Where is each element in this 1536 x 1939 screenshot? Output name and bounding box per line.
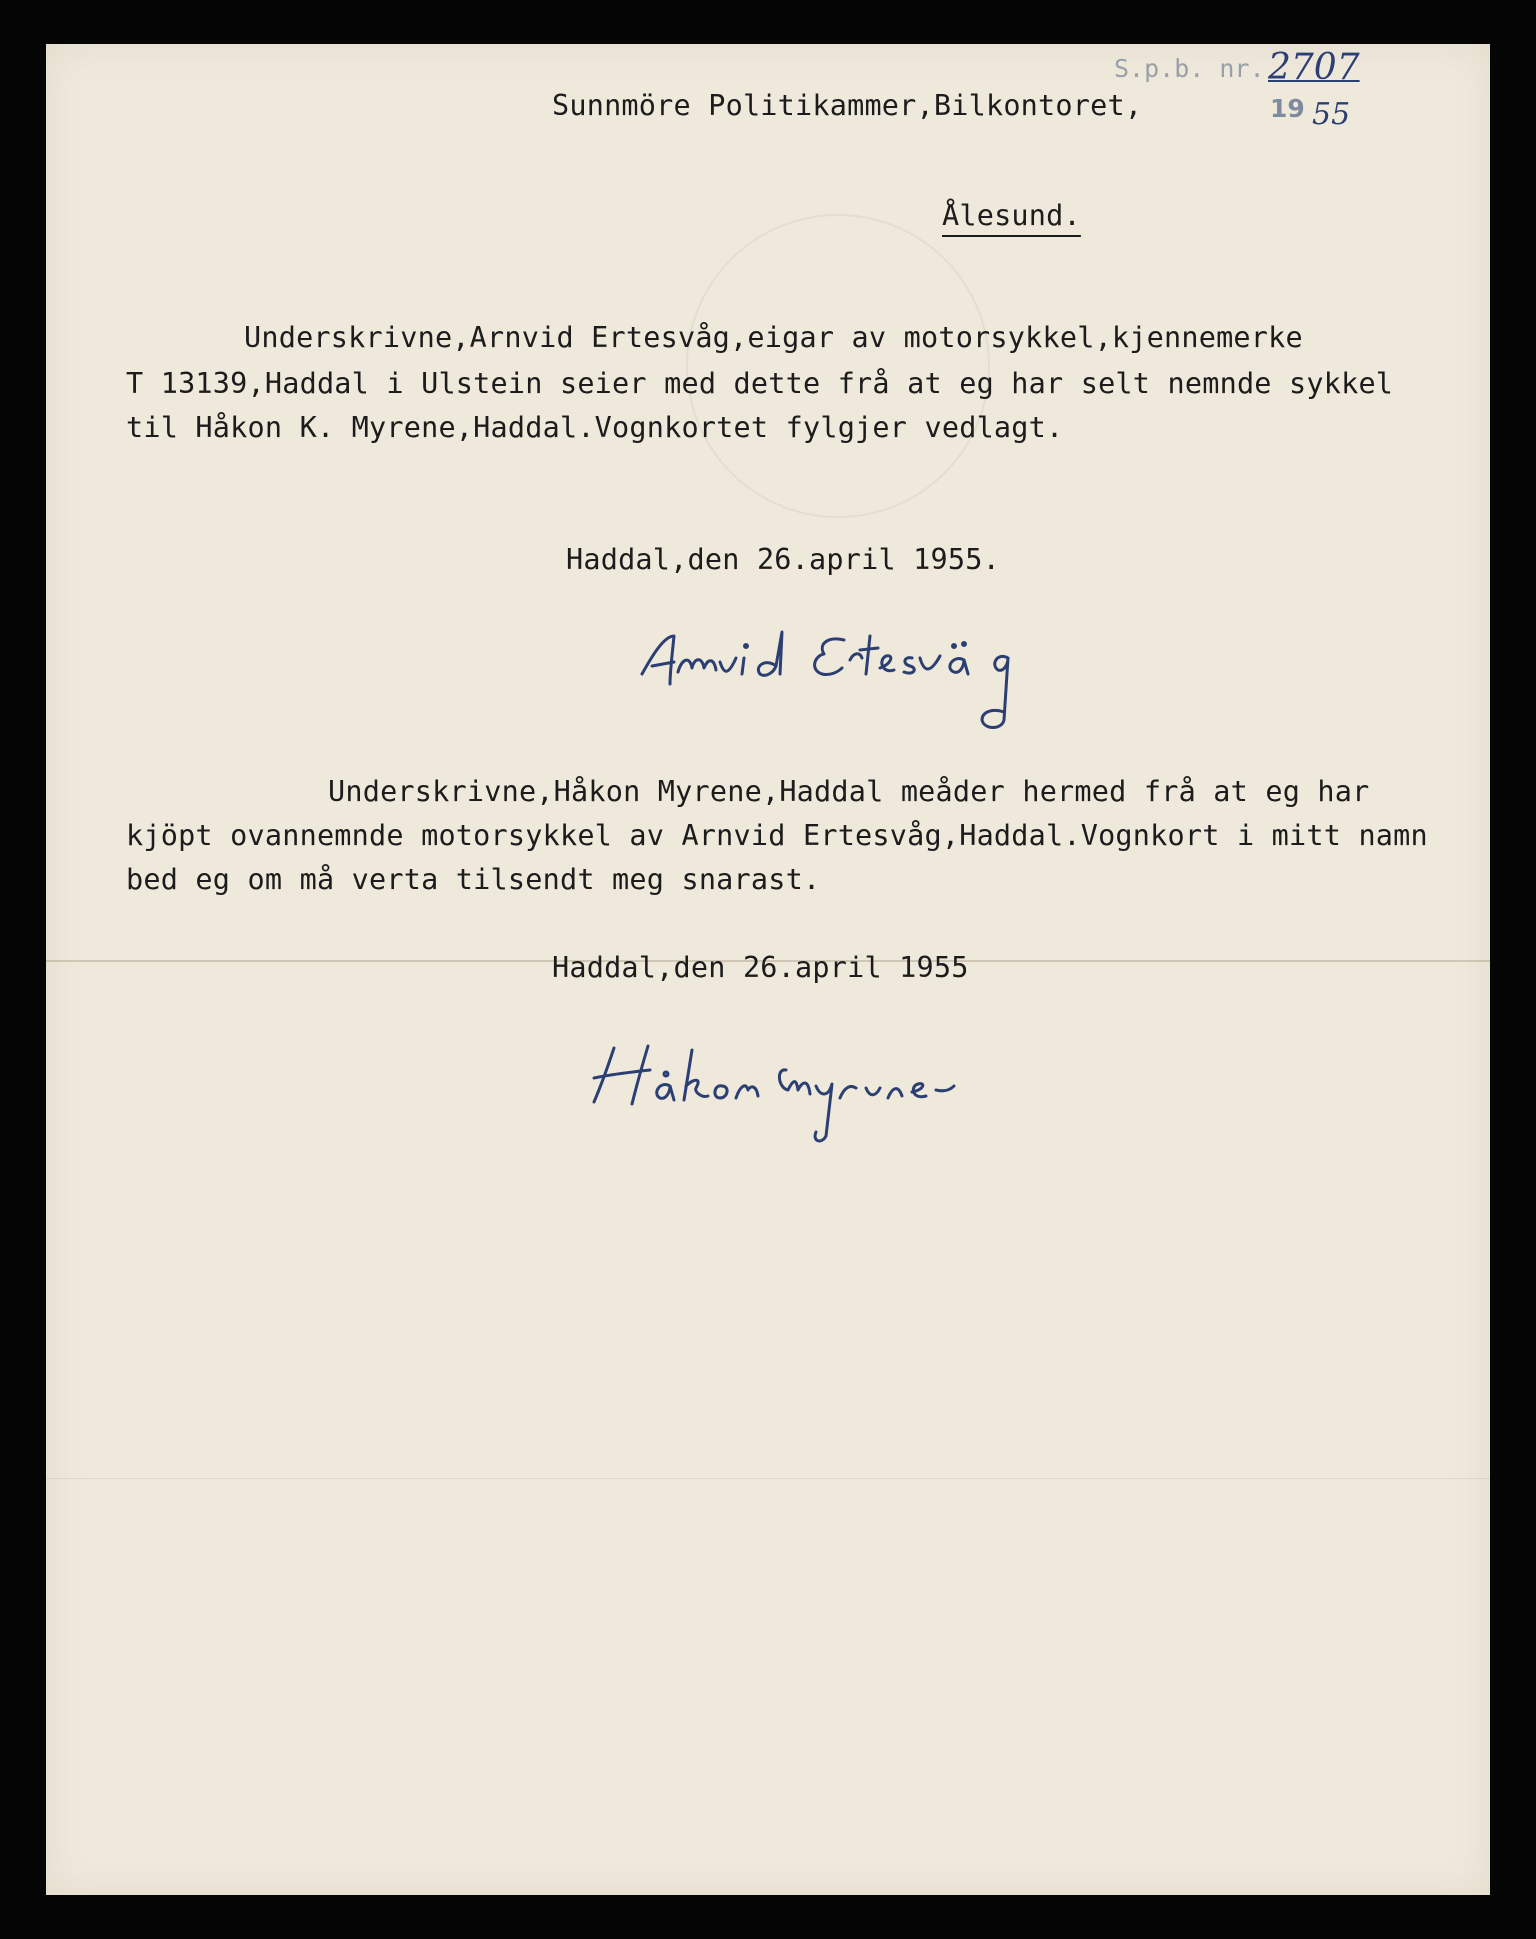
- faint-seal-watermark: [686, 214, 990, 518]
- buyer-statement-line-2: kjöpt ovannemnde motorsykkel av Arnvid Ertesvåg,Haddal.Vognkort i mitt namn: [126, 819, 1428, 852]
- seller-statement-line-2: T 13139,Haddal i Ulstein seier med dette frå at eg har selt nemnde sykkel: [126, 367, 1394, 400]
- recipient-city: Ålesund.: [942, 199, 1081, 232]
- seller-statement-date: Haddal,den 26.april 1955.: [566, 543, 1000, 576]
- seller-statement-line-3: til Håkon K. Myrene,Haddal.Vognkortet fylgjer vedlagt.: [126, 411, 1064, 444]
- seller-statement-line-1: Underskrivne,Arnvid Ertesvåg,eigar av motorsykkel,kjennemerke: [244, 321, 1303, 354]
- seller-signature-handwriting: [638, 628, 1038, 738]
- archive-stamp-number: 2707: [1268, 47, 1360, 88]
- archive-stamp-year-written: 55: [1312, 97, 1351, 132]
- archive-stamp-label: S.p.b. nr.: [1114, 54, 1265, 83]
- buyer-statement-line-3: bed eg om må verta tilsendt meg snarast.: [126, 863, 821, 896]
- buyer-statement-date: Haddal,den 26.april 1955: [552, 951, 969, 984]
- seller-signature: [638, 628, 1038, 738]
- paper-fold-line-lower: [46, 1478, 1490, 1479]
- recipient-address: Sunnmöre Politikammer,Bilkontoret,: [552, 89, 1143, 122]
- buyer-signature-handwriting: [590, 1040, 1010, 1150]
- buyer-signature: [590, 1040, 1010, 1150]
- archive-stamp-year-printed: 19: [1270, 94, 1305, 123]
- buyer-statement-line-1: Underskrivne,Håkon Myrene,Haddal meåder hermed frå at eg har: [328, 775, 1370, 808]
